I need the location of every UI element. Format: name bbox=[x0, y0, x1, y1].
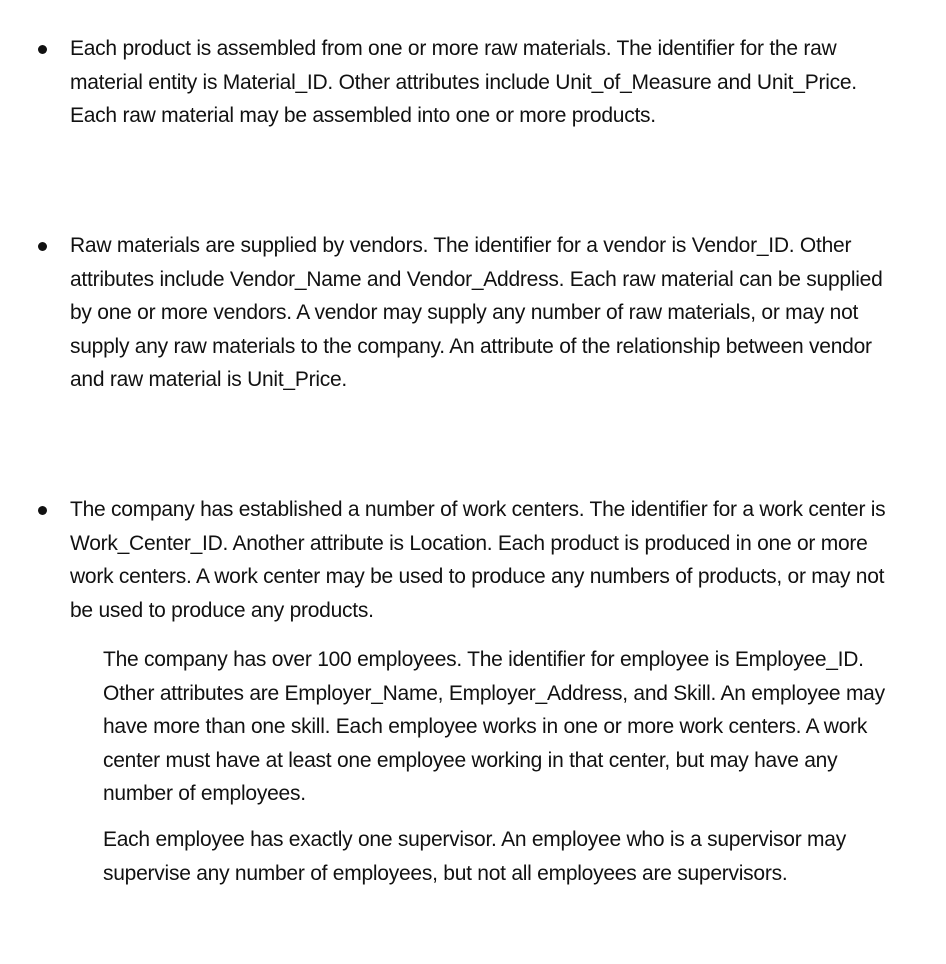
paragraph-employees: The company has over 100 employees. The identifier for employee is Employee_ID. Other attributes are Employer_Name, Employer_Address, and Skill. An employee may have more than one skill. Each employee works in one or more work centers. A work center must have at least one employee working in that center, but may have any number of employees. bbox=[103, 648, 885, 806]
bullet-text: Each product is assembled from one or more raw materials. The identifier for the raw material entity is Material_ID. Other attributes include Unit_of_Measure and Unit_Price. Each raw material may be assembled into one or more products. bbox=[70, 37, 857, 128]
bullet-icon bbox=[38, 45, 47, 54]
bullet-text: Raw materials are supplied by vendors. The identifier for a vendor is Vendor_ID. Other attributes include Vendor_Name and Vendor_Address. Each raw material can be supplied by one or more vendors. A vendor may supply any number of raw materials, or may not supply any raw materials to the company. An attribute of the relationship between vendor and raw material is Unit_Price. bbox=[70, 234, 883, 392]
bullet-icon bbox=[38, 242, 47, 251]
paragraph-supervisors: Each employee has exactly one supervisor. An employee who is a supervisor may supervise any number of employees, but not all employees are supervisors. bbox=[103, 828, 846, 885]
bullet-icon bbox=[38, 506, 47, 515]
bullet-text: The company has established a number of work centers. The identifier for a work center is Work_Center_ID. Another attribute is Location. Each product is produced in one or more work centers. A work center may be used to produce any numbers of products, or may not be used to produce any products. bbox=[70, 498, 886, 622]
